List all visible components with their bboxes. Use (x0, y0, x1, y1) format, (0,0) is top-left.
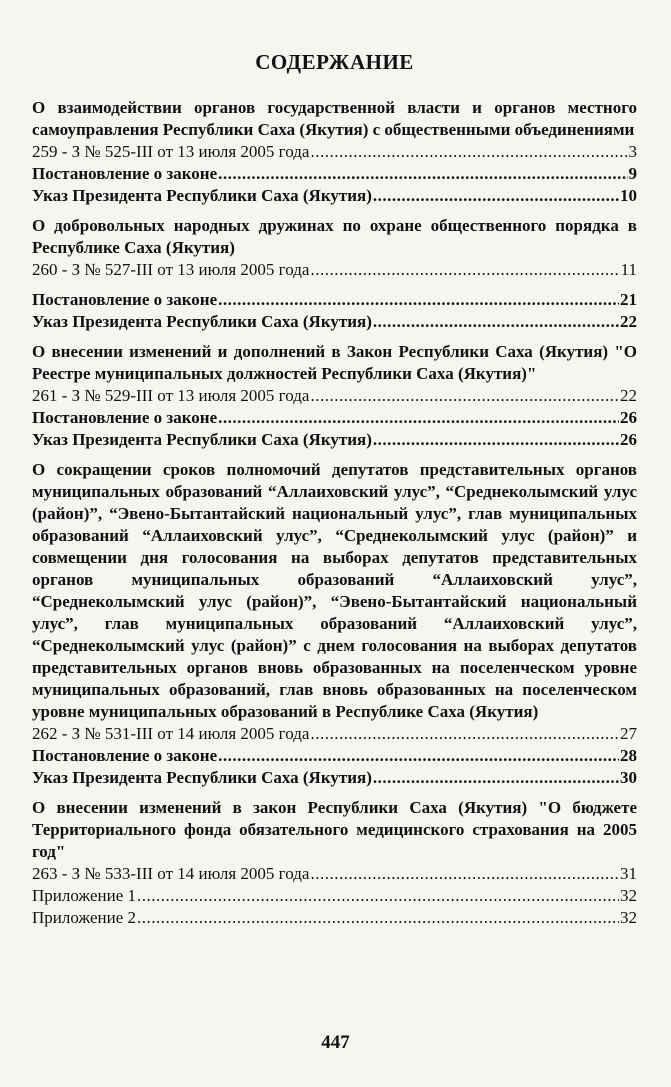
dot-leader (373, 311, 619, 333)
toc-section (32, 215, 637, 333)
toc-section (32, 97, 637, 207)
toc-section (32, 459, 637, 789)
toc-entry-page: 10 (620, 186, 637, 205)
toc-entry-label: Приложение 1 (32, 886, 136, 905)
toc-entry-page: 9 (628, 164, 637, 183)
toc-entry (32, 407, 637, 429)
toc-entry (32, 163, 637, 185)
toc-entry (32, 185, 637, 207)
dot-leader (310, 385, 619, 407)
toc-entry (32, 259, 637, 281)
toc-entry-page: 28 (620, 746, 637, 765)
toc-entry-label: 263 - З № 533-III от 14 июля 2005 года (32, 864, 310, 883)
toc-entry-page: 30 (620, 768, 637, 787)
toc-entry (32, 385, 637, 407)
dot-leader (310, 863, 619, 885)
toc-entry-label: Постановление о законе (32, 746, 218, 765)
toc-entry-label: Постановление о законе (32, 290, 218, 309)
toc-section (32, 341, 637, 451)
toc-entry (32, 745, 637, 767)
section-heading: О сокращении сроков полномочий депутатов представительных органов муниципальных образований “Аллаиховский улус”, “Среднеколымский улус (район)”, “Эвено-Бытантайский национальный улус”, глав муниципальных образований “Аллаиховский улус”, “Среднеколымский улус (район)” и совмещении дня голосования на выборах депутатов представительных органов муниципальных образований “Аллаиховский улус”, “Среднеколымский улус (район)”, “Эвено-Бытантайский национальный улус”, глав муниципальных образований “Аллаиховский улус”, “Среднеколымский улус (район)” с днем голосования на выборах депутатов представительных органов вновь образованных на поселенческом уровне муниципальных образований, глав вновь образованных на поселенческом уровне муниципальных образований в Республике Саха (Якутия) (32, 460, 637, 721)
toc-entry-page: 32 (620, 908, 637, 927)
section-heading: О добровольных народных дружинах по охране общественного порядка в Республике Саха (Якутия) (32, 216, 637, 257)
dot-leader (310, 141, 627, 163)
toc-entry (32, 863, 637, 885)
toc-entry-page: 22 (620, 386, 637, 405)
page-number: 447 (321, 1032, 350, 1053)
toc-entry-label: Указ Президента Республики Саха (Якутия) (32, 312, 372, 331)
toc-entry-page: 26 (620, 430, 637, 449)
toc-entry-page: 26 (620, 408, 637, 427)
toc-entry (32, 907, 637, 929)
section-heading: О внесении изменений и дополнений в Закон Республики Саха (Якутия) "О Реестре муниципальных должностей Республики Саха (Якутия)" (32, 342, 637, 383)
toc-entry-page: 3 (628, 142, 637, 161)
toc-entry-label: Приложение 2 (32, 908, 136, 927)
dot-leader (373, 767, 619, 789)
toc-entry-label: Указ Президента Республики Саха (Якутия) (32, 186, 372, 205)
toc-entry (32, 723, 637, 745)
dot-leader (310, 259, 619, 281)
toc-entry-label: Указ Президента Республики Саха (Якутия) (32, 430, 372, 449)
toc-entry-page: 32 (620, 886, 637, 905)
dot-leader (218, 289, 619, 311)
toc-entry (32, 429, 637, 451)
dot-leader (218, 163, 627, 185)
dot-leader (218, 745, 619, 767)
toc-entry (32, 885, 637, 907)
section-heading: О взаимодействии органов государственной власти и органов местного самоуправления Республики Саха (Якутия) с общественными объединениями (32, 98, 637, 139)
toc-entry-label: Указ Президента Республики Саха (Якутия) (32, 768, 372, 787)
toc-entry-page: 31 (620, 864, 637, 883)
toc-entry-page: 11 (620, 260, 637, 279)
toc-entry-label: Постановление о законе (32, 408, 218, 427)
dot-leader (218, 407, 619, 429)
toc-entry (32, 289, 637, 311)
dot-leader (310, 723, 619, 745)
page-title: СОДЕРЖАНИЕ (255, 50, 414, 74)
toc-entry-label: 262 - З № 531-III от 14 июля 2005 года (32, 724, 310, 743)
toc-entry (32, 141, 637, 163)
toc-entry-label: 260 - З № 527-III от 13 июля 2005 года (32, 260, 310, 279)
toc-entry (32, 767, 637, 789)
toc-entry-label: 261 - З № 529-III от 13 июля 2005 года (32, 386, 310, 405)
dot-leader (137, 885, 619, 907)
dot-leader (137, 907, 619, 929)
dot-leader (373, 185, 619, 207)
toc-entry-page: 27 (620, 724, 637, 743)
section-heading: О внесении изменений в закон Республики Саха (Якутия) "О бюджете Территориального фонда обязательного медицинского страхования на 2005 год" (32, 798, 637, 861)
toc-entry-page: 21 (620, 290, 637, 309)
toc-entry (32, 311, 637, 333)
toc-entry-label: Постановление о законе (32, 164, 218, 183)
toc-entry-page: 22 (620, 312, 637, 331)
toc-entry-label: 259 - З № 525-III от 13 июля 2005 года (32, 142, 310, 161)
toc-section (32, 797, 637, 929)
dot-leader (373, 429, 619, 451)
